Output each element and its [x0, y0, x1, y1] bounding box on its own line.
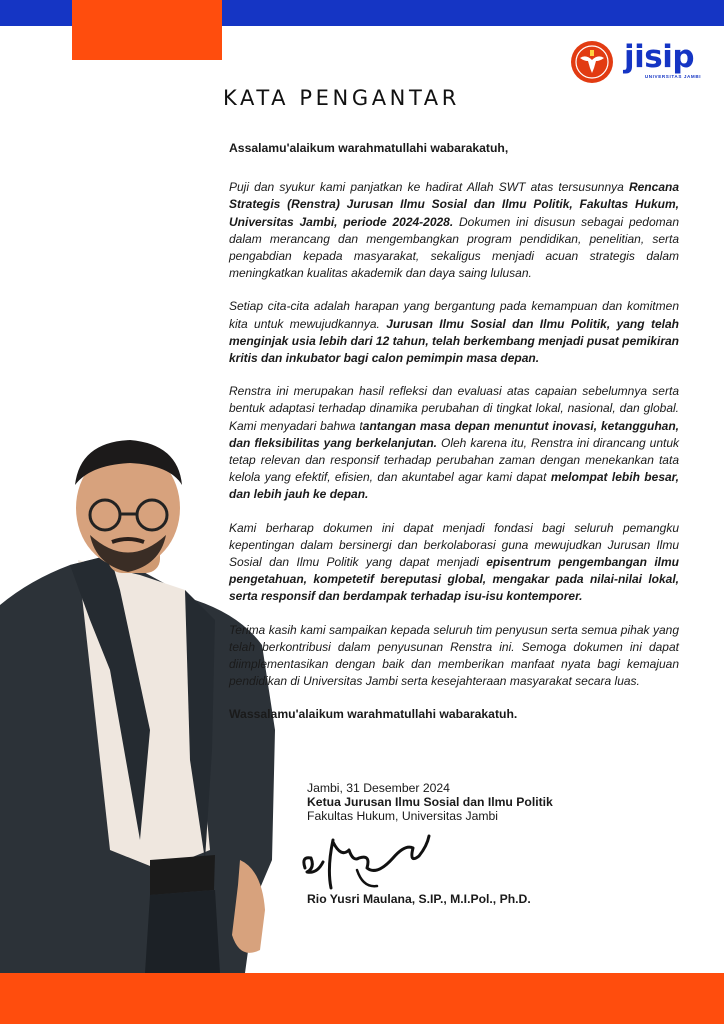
- jisip-subtext: UNIVERSITAS JAMBI: [644, 74, 702, 79]
- signature-image: [297, 828, 457, 894]
- university-seal-icon: [570, 40, 614, 84]
- paragraph-1: Puji dan syukur kami panjatkan ke hadirat Allah SWT atas tersusunnya Rencana Strategis (Renstra) Jurusan Ilmu Sosial dan Ilmu Politik, Fakultas Hukum, Universitas Jambi, periode 2024-2028. Dokumen ini disusun sebagai pedoman dalam merancang dan mengembangkan program pendidikan, penelitian, serta pengabdian kepada masyarakat, sekaligus menjadi acuan strategis dalam meningkatkan kualitas akademik dan daya saing lulusan.: [229, 180, 679, 281]
- paragraph-5: Terima kasih kami sampaikan kepada seluruh tim penyusun serta semua pihak yang telah berkontribusi dalam penyusunan Renstra ini. Semoga dokumen ini dapat diimplementasikan dengan baik dan memberikan manfaat nyata bagi kemajuan pendidikan di Universitas Jambi serta kesejahteraan masyarakat secara luas.: [229, 622, 679, 689]
- signer-name: Rio Yusri Maulana, S.IP., M.I.Pol., Ph.D.: [307, 892, 531, 906]
- paragraph-2: Setiap cita-cita adalah harapan yang bergantung pada kemampuan dan komitmen kita untuk mewujudkannya. Jurusan Ilmu Sosial dan Ilmu Politik, yang telah menginjak usia lebih dari 12 tahun, telah berkembang menjadi pusat pemikiran kritis dan inkubator bagi calon pemimpin masa depan.: [229, 299, 679, 366]
- greeting: Assalamu'alaikum warahmatullahi wabarakatuh,: [229, 141, 509, 155]
- signoff-block: [307, 781, 553, 823]
- orange-corner-tab: [72, 0, 222, 60]
- paragraph-4: Kami berharap dokumen ini dapat menjadi fondasi bagi seluruh pemangku kepentingan dalam bersinergi dan berkolaborasi guna mewujudkan Jurusan Ilmu Sosial dan Ilmu Politik yang dapat menjadi episentrum pengembangan ilmu pengetahuan, kompetetif bereputasi global, mengakar pada nilai-nilai lokal, serta responsif dan berdampak terhadap isu-isu kontemporer.: [229, 520, 679, 604]
- letter-body: [229, 140, 679, 724]
- bottom-accent-bar: [0, 973, 724, 1024]
- paragraph-3: Renstra ini merupakan hasil refleksi dan evaluasi atas capaian sebelumnya serta bentuk adaptasi terhadap dinamika perubahan di tingkat lokal, nasional, dan global. Kami menyadari bahwa tantangan masa depan menuntut inovasi, ketangguhan, dan fleksibilitas yang berkelanjutan. Oleh karena itu, Renstra ini dirancang untuk tetap relevan dan responsif terhadap perubahan zaman dengan menekankan tata kelola yang efektif, efisien, dan akuntabel agar kami dapat melompat lebih besar, dan lebih jauh ke depan.: [229, 384, 680, 502]
- signer-position: Ketua Jurusan Ilmu Sosial dan Ilmu Politik: [307, 795, 553, 809]
- signer-institution: Fakultas Hukum, Universitas Jambi: [307, 809, 498, 823]
- jisip-logo: [624, 38, 708, 84]
- header-logos: [568, 38, 708, 84]
- page-title: KATA PENGANTAR: [223, 86, 460, 110]
- place-date: Jambi, 31 Desember 2024: [307, 781, 450, 795]
- jisip-wordmark: jisip: [624, 39, 695, 75]
- closing-greeting: Wassalamu'alaikum warahmatullahi wabarakatuh.: [229, 707, 518, 722]
